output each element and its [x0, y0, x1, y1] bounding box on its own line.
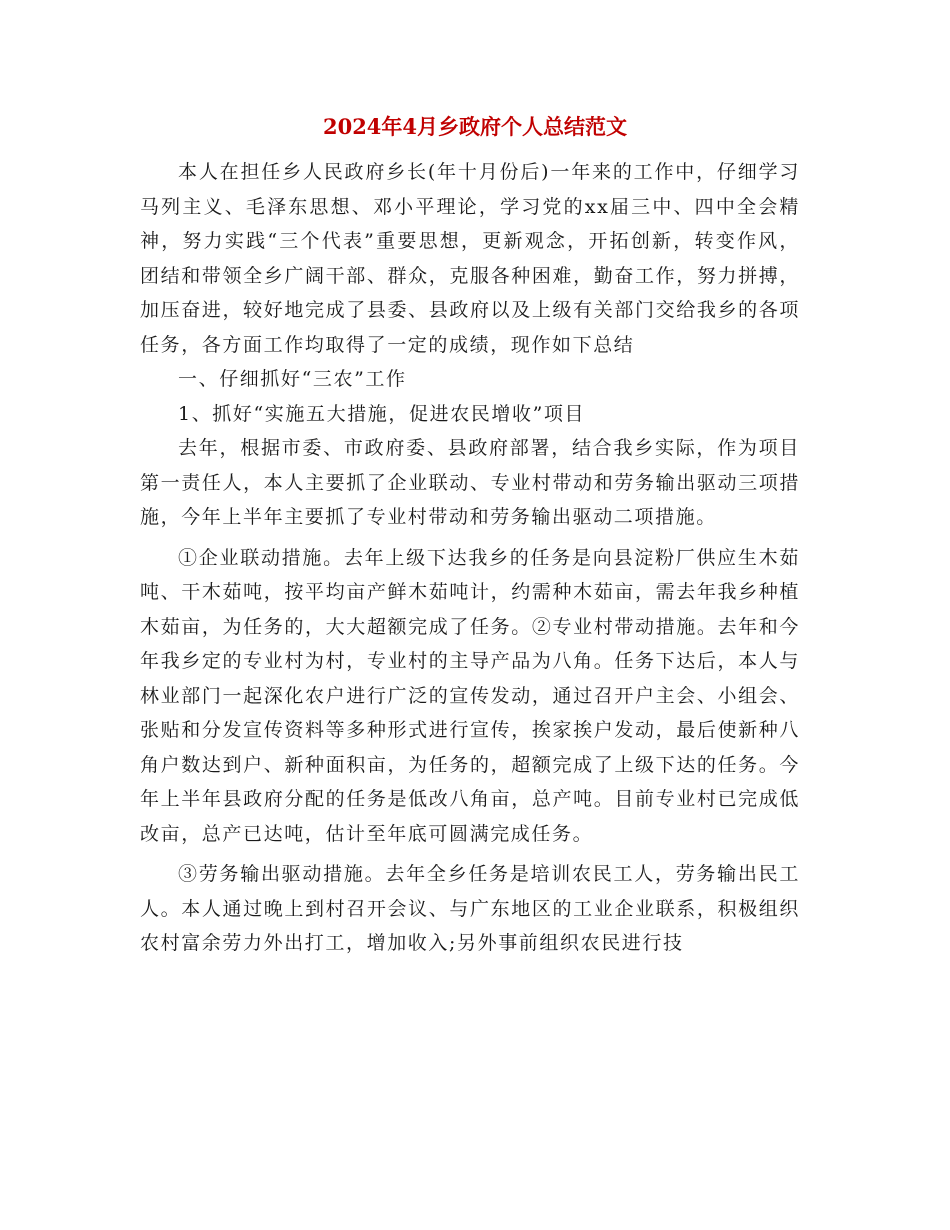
paragraph-intro: 本人在担任乡人民政府乡长(年十月份后)一年来的工作中，仔细学习马列主义、毛泽东思想、邓小平理论，学习党的xx届三中、四中全会精神，努力实践“三个代表”重要思想，更新观念，开拓创新，转变作风，团结和带领全乡广阔干部、群众，克服各种困难，勤奋工作，努力拼搏，加压奋进，较好地完成了县委、县政府以及上级有关部门交给我乡的各项任务，各方面工作均取得了一定的成绩，现作如下总结	[140, 161, 800, 356]
document-body	[140, 155, 800, 961]
section-heading: 一、仔细抓好“三农”工作	[178, 368, 407, 390]
paragraph-labor-export: ③劳务输出驱动措施。去年全乡任务是培训农民工人，劳务输出民工人。本人通过晚上到村召开会议、与广东地区的工业企业联系，积极组织农村富余劳力外出打工，增加收入;另外事前组织农民进行技	[140, 863, 800, 954]
document-title: 2024年4月乡政府个人总结范文	[322, 114, 628, 139]
subsection-heading: 1、抓好“实施五大措施，促进农民增收”项目	[178, 402, 586, 425]
paragraph-measures: ①企业联动措施。去年上级下达我乡的任务是向县淀粉厂供应生木茹吨、干木茹吨，按平均亩产鲜木茹吨计，约需种木茹亩，需去年我乡种植木茹亩，为任务的，大大超额完成了任务。②专业村带动措施。去年和今年我乡定的专业村为村，专业村的主导产品为八角。任务下达后，本人与林业部门一起深化农户进行广泛的宣传发动，通过召开户主会、小组会、张贴和分发宣传资料等多种形式进行宣传，挨家挨户发动，最后使新种八角户数达到户、新种面积亩，为任务的，超额完成了上级下达的任务。今年上半年县政府分配的任务是低改八角亩，总产吨。目前专业村已完成低改亩，总产已达吨，估计至年底可圆满完成任务。	[140, 546, 800, 845]
paragraph-last-year: 去年，根据市委、市政府委、县政府部署，结合我乡实际，作为项目第一责任人，本人主要抓了企业联动、专业村带动和劳务输出驱动三项措施，今年上半年主要抓了专业村带动和劳务输出驱动二项措施。	[140, 437, 800, 528]
